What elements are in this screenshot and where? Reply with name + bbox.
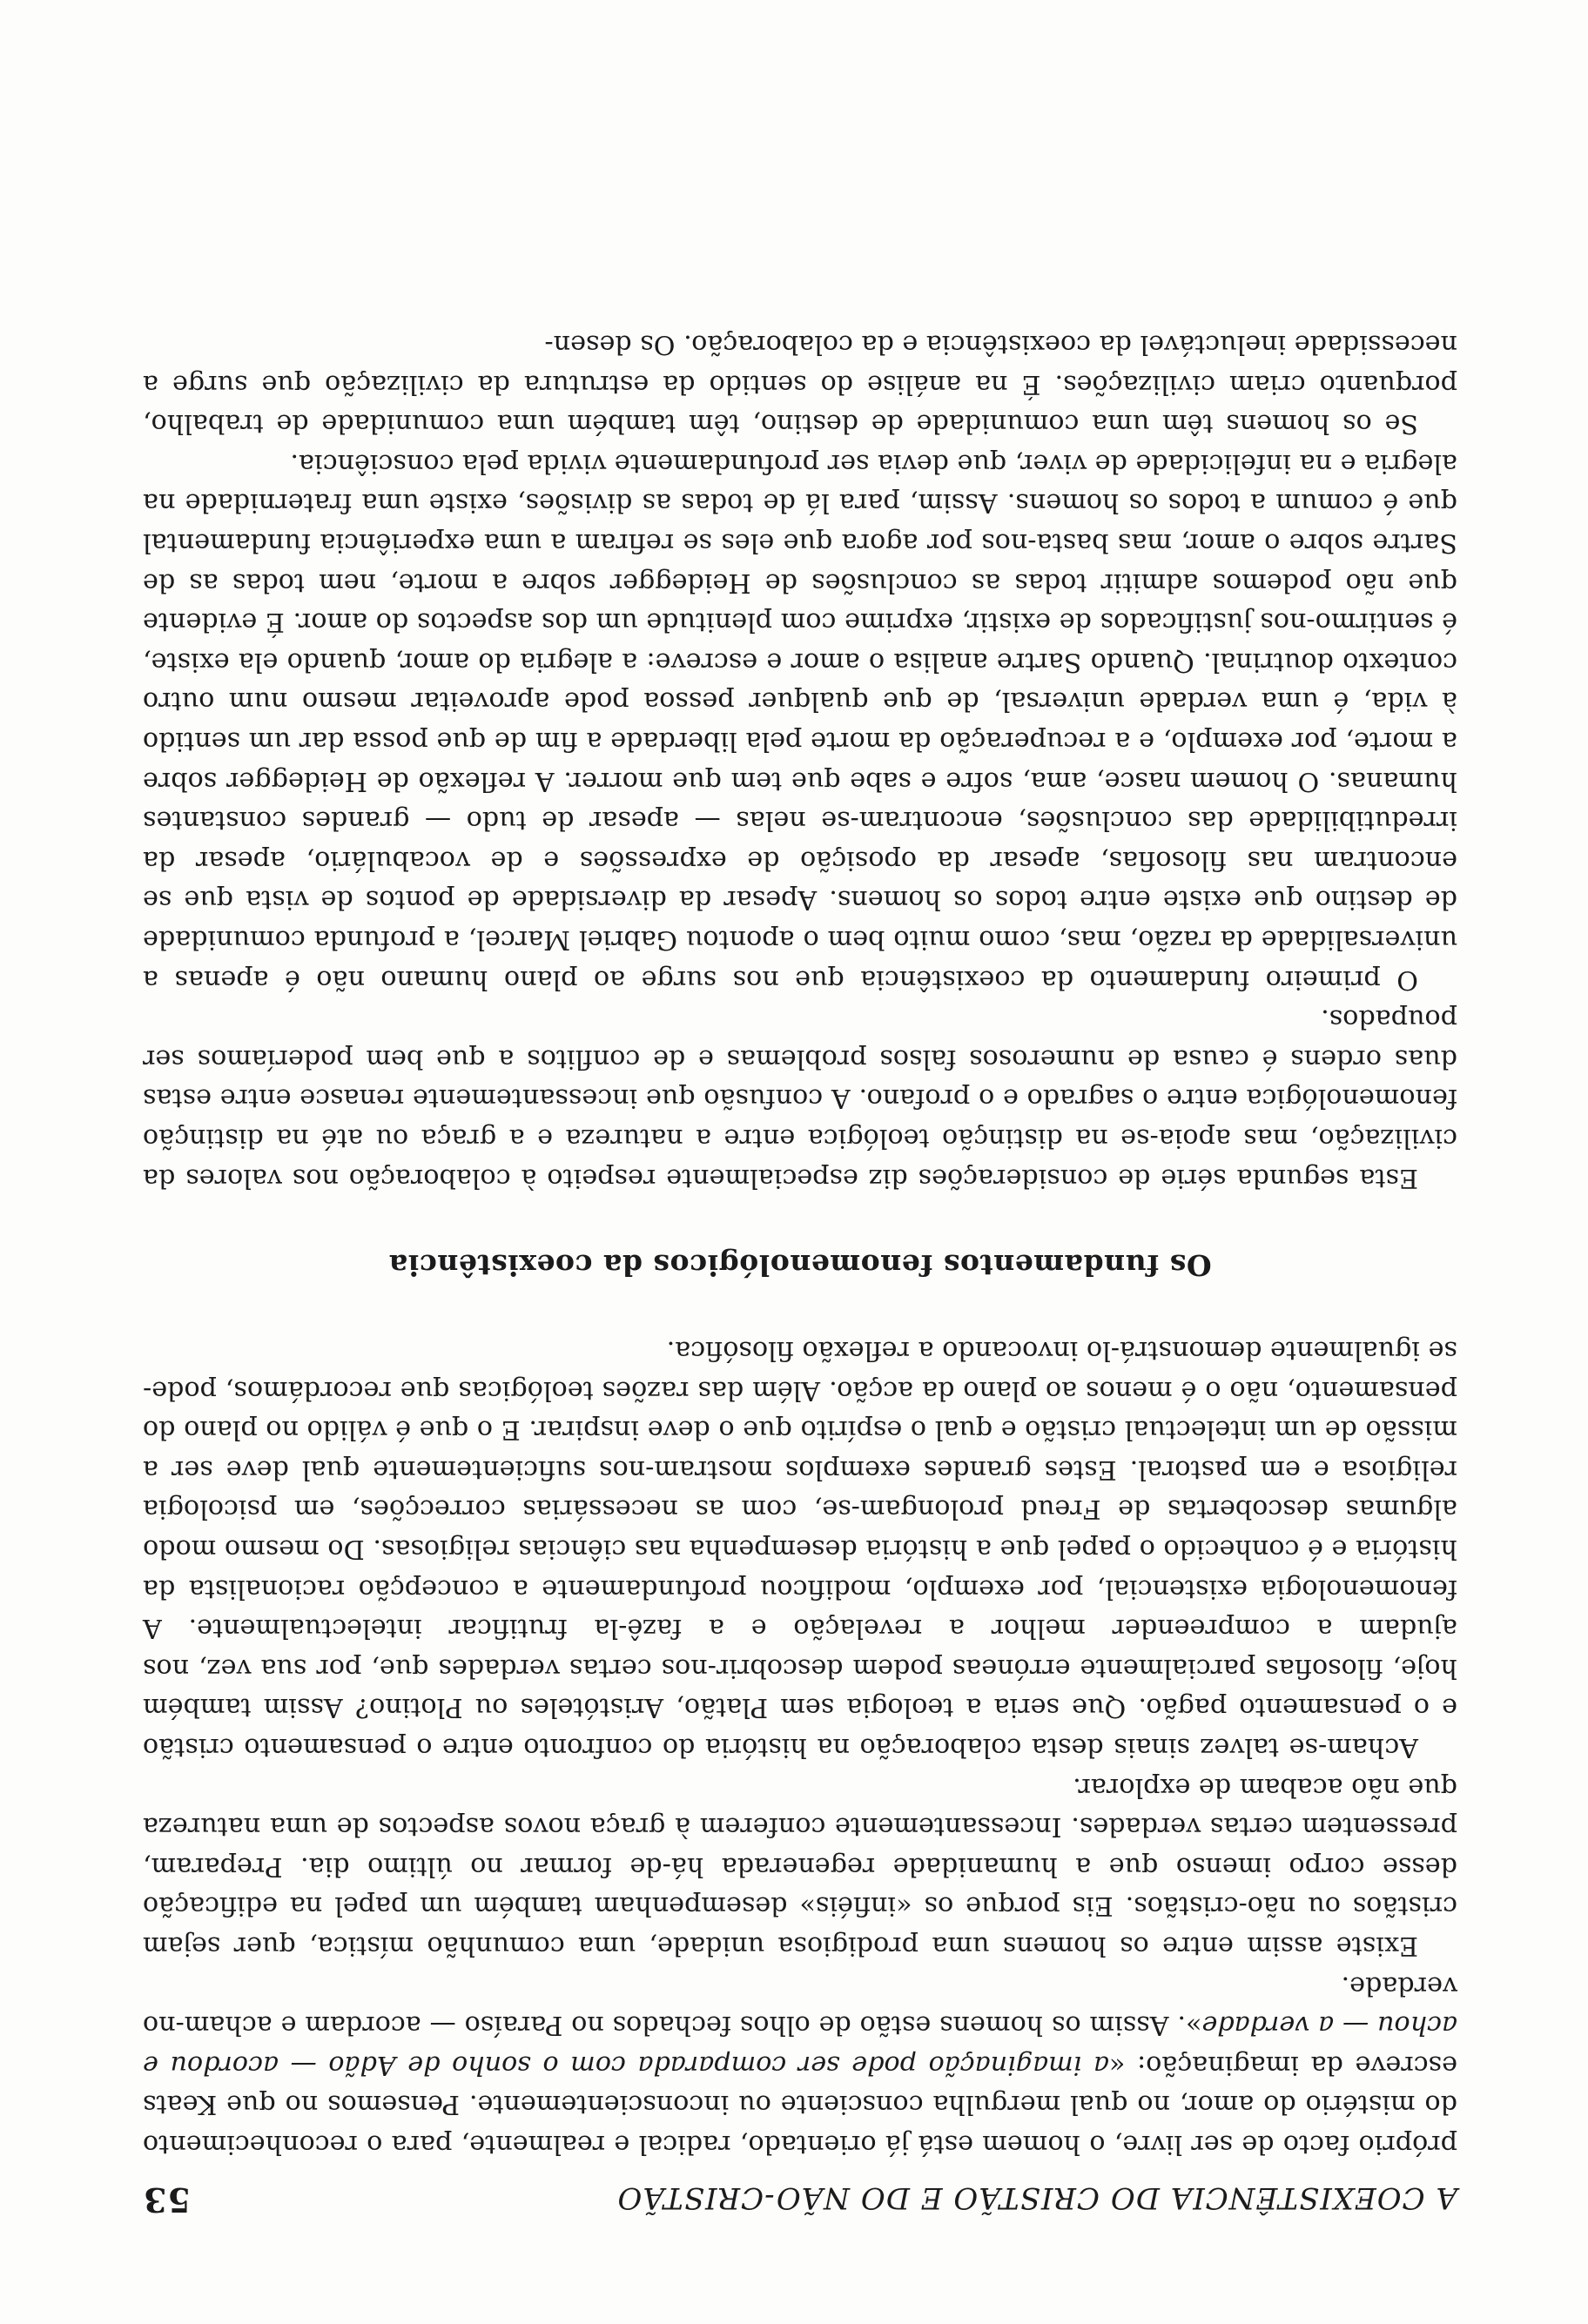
paragraph-1-text-b: ». Assim os homens estão de olhos fechados no Paraíso — acordam e acham-no verdade.: [142, 1970, 1457, 2041]
paragraph-5: O primeiro fundamento da coexistência que nos surge ao plano humano não é apenas a universalidade da razão, mas, como muito bem o apontou Gabriel Marcel, a profunda comunidade de destino que existe entre todos os homens. Apesar da diversidade de pontos de vista que se encontram nas filosofias, apesar da oposição de expressões e de vocabulário, apesar da irredutibilidade das conclusões, encontram-se nelas — apesar de tudo — grandes constantes humanas. O homem nasce, ama, sofre e sabe que tem que morrer. A reflexão de Heidegger sobre a morte, por exemplo, e a recuperação da morte pela liberdade a fim de que possa dar um sentido à vida, é uma verdade universal, de que qualquer pessoa pode aproveitar mesmo num outro contexto doutrinal. Quando Sartre analisa o amor e escreve: a alegria do amor, quando ela existe, é sentirmo-nos justificados de existir, exprime com plenitude um dos aspectos do amor. É evidente que não podemos admitir todas as conclusões de Heidegger sobre a morte, nem todas as de Sartre sobre o amor, mas basta-nos por agora que eles se refiram a uma experiência fundamental que é comum a todos os homens. Assim, para lá de todas as divisões, existe uma fraternidade na alegria e na infelicidade de viver, que devia ser profundamente vivida pela consciência.: [143, 447, 1457, 995]
paragraph-3: Acham-se talvez sinais desta colaboração na história do confronto entre o pensamento cristão e o pensamento pagão. Que seria a teologia sem Platão, Aristóteles ou Plotino? Assim também hoje, filosofias parcialmente erróneas podem descobrir-nos certas verdades que, por sua vez, nos ajudam a compreender melhor a revelação e a fazê-la frutificar intelectualmente. A fenomenologia existencial, por exemplo, modificou profundamente a concepção racionalista da história e é conhecido o papel que a história desempenha nas ciências religiosas. Do mesmo modo algumas descobertas de Freud prolongam-se, com as necessárias correcções, em psicologia religiosa e em pastoral. Estes grandes exemplos mostram-nos suficientemente qual deve ser a missão de um intelectual cristão e qual o espírito que o deve inspirar. E o que é válido no plano do pensamento, não o é menos ao plano da acção. Além das razões teológicas que recordámos, pode-se igualmente demonstrá-lo invocando a reflexão filosófica.: [143, 1335, 1457, 1763]
paragraph-4: Esta segunda série de considerações diz especialmente respeito à colaboração nos valores da civilização, mas apoia-se na distinção teológica entre a natureza e a graça ou até na distinção fenomenológica entre o sagrado e o profano. A confusão que incessantemente renasce entre estas duas ordens é causa de numerosos falsos problemas e de conflitos a que bem poderíamos ser poupados.: [143, 1004, 1457, 1193]
page-number: 53: [143, 2180, 191, 2220]
running-head: [143, 2164, 1457, 2220]
paragraph-1: [143, 1965, 1457, 2164]
page-body: [143, 324, 1457, 2220]
paragraph-2: Existe assim entre os homens uma prodigiosa unidade, uma comunhão mística, quer sejam cristãos ou não-cristãos. Eis porque os «infiéis» desempenham também um papel na edificação desse corpo imenso que a humanidade regenerada há-de formar no último dia. Preparam, pressentem certas verdades. Incessantemente conferem à graça novos aspectos de uma natureza que não acabam de explorar.: [143, 1771, 1457, 1962]
paragraph-6: Se os homens têm uma comunidade de destino, têm também uma comunidade de trabalho, porquanto criam civilizações. É na análise do sentido da estrutura da civilização que surge a necessidade ineluctável da coexistência e da colaboração. Os desen-: [143, 329, 1457, 440]
paragraph-1-text-a: próprio facto de ser livre, o homem está já orientado, radical e realmente, para o reconhecimento do mistério do amor, no qual mergulha consciente ou inconscientemente. Pensemos no que Keats escreve da imaginação: «: [143, 2049, 1457, 2159]
running-head-title: A COEXISTÊNCIA DO CRISTÃO E DO NÃO-CRISTÃO: [616, 2180, 1457, 2215]
section-heading: Os fundamentos fenomenológicos da coexistência: [388, 1247, 1212, 1282]
keats-quote: a imaginação pode ser comparada com o sonho de Adão — acordou e achou — a verdade: [143, 2010, 1457, 2080]
